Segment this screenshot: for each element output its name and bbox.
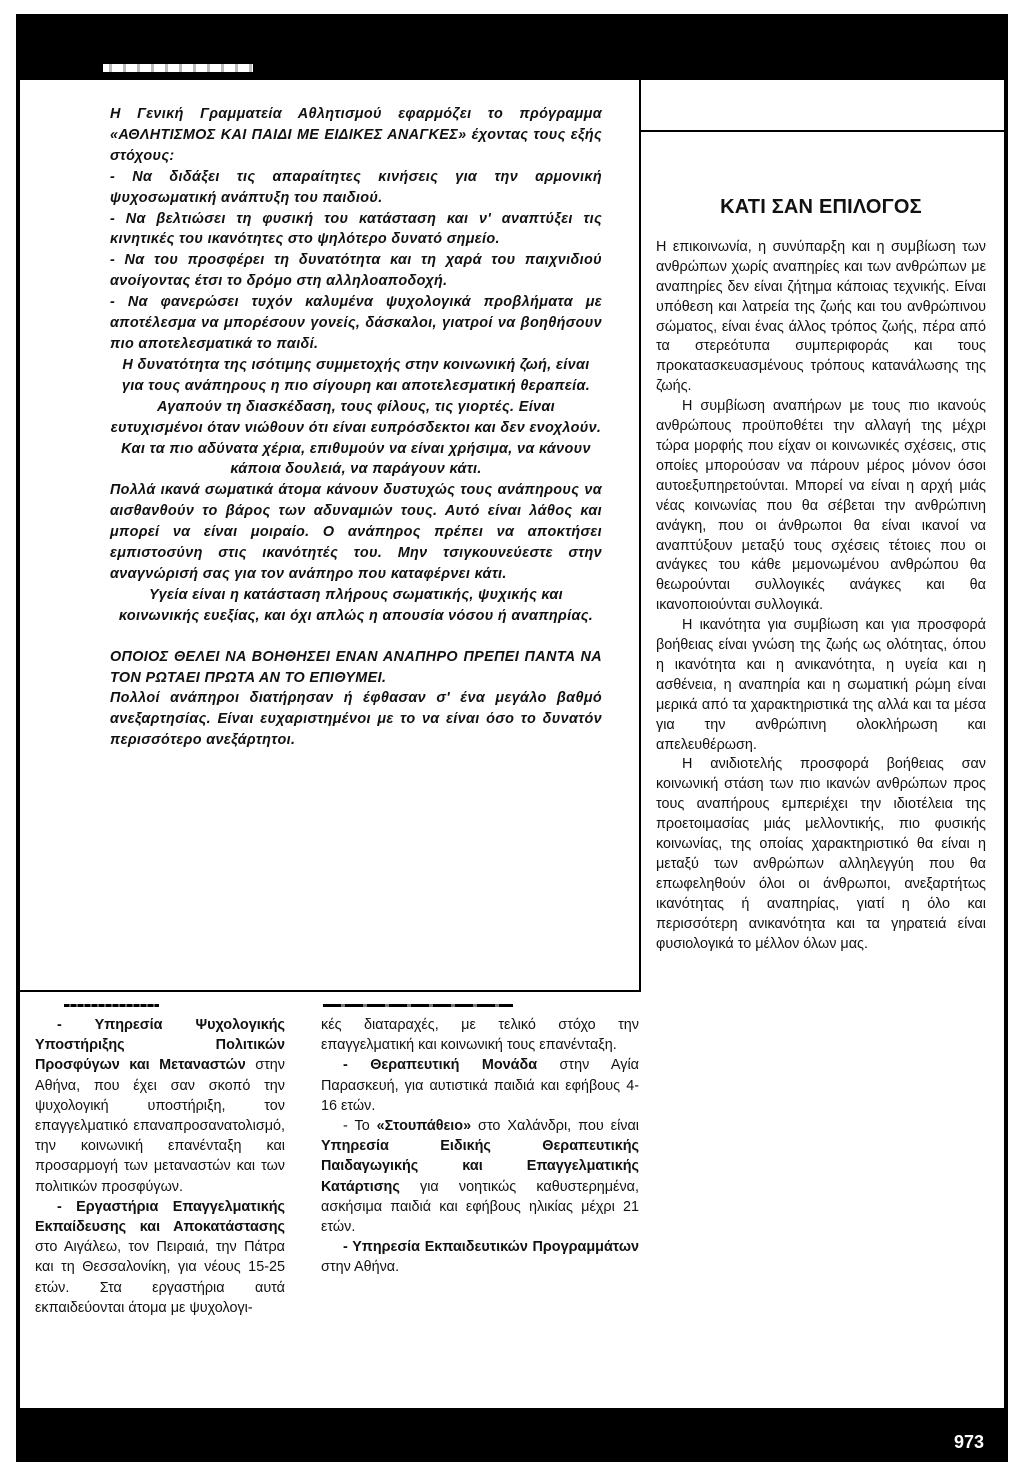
main-paragraph: Η Γενική Γραμματεία Αθλητισμού εφαρμόζει το πρόγραμμα «ΑΘΛΗΤΙΣΜΟΣ ΚΑΙ ΠΑΙΔΙ ΜΕ ΕΙΔΙΚΕΣ ΑΝΑΓΚΕΣ» έχοντας τους εξής στόχους: bbox=[110, 106, 602, 164]
main-box bbox=[20, 80, 641, 992]
section-heading: ΚΑΤΙ ΣΑΝ ΕΠΙΛΟΓΟΣ bbox=[720, 196, 922, 218]
column-separator bbox=[64, 1004, 159, 1007]
right-paragraph: Η επικοινωνία, η συνύπαρξη και η συμβίωση των ανθρώπων χωρίς αναπηρίες και των ανθρώπων με αναπηρίες δεν είναι ζήτημα κάποιας τεχνικής. Είναι υπόθεση και λατρεία της ζωής και του ανθρώπινου σώματος, είναι ένας άλλος τρόπος ζωής, πέρα από τα στερεότυπα συμπεριφοράς και τους προκατασκευασμένους τρόπους κατανάλωσης της ζωής. bbox=[656, 238, 986, 395]
service-entry: κές διαταραχές, με τελικό στόχο την επαγγελματική και κοινωνική τους επανένταξη. bbox=[321, 1017, 639, 1054]
service-entry: - Υπηρεσία Ψυχολογικής Υποστήριξης Πολιτικών Προσφύγων και Μεταναστών στην Αθήνα, που έχει σαν σκοπό την ψυχολογική υποστήριξη, τον επαγγελματικό επαναπροσανατολισμό, την κοινωνική επανένταξη και προσαρμογή των μεταναστών και των πολιτικών προσφύγων. bbox=[35, 1017, 286, 1195]
main-paragraph: Υγεία είναι η κατάσταση πλήρους σωματικής, ψυχικής και κοινωνικής ευεξίας, και όχι απλώς η απουσία νόσου ή αναπηρίας. bbox=[118, 586, 594, 624]
left-column bbox=[35, 1015, 285, 1318]
column-separator bbox=[323, 1004, 513, 1007]
header-strip bbox=[103, 64, 253, 72]
right-column bbox=[656, 198, 986, 955]
right-paragraph: Η συμβίωση αναπήρων με τους πιο ικανούς ανθρώπους προϋποθέτει την αλλαγή της μέχρι τώρα μορφής που είχαν οι κοινωνικές σχέσεις, στις οποίες μπορούσαν να πάρουν μέρος μόνον όσοι αυτοεξυπηρετούνται. Μπορεί να είναι η αρχή μιάς νέας κοινωνίας που θα σέβεται την ανθρώπινη ανάγκη, που οι άνθρωποι θα είναι ικανοί να αναπτύξουν μεταξύ τους σχέσεις τέτοιες που οι ανάγκες του κάθε μεμονωμένου ανθρώπου θα θεωρούνται συλλογικές ανάγκες και θα ικανοποιούνται συλλογικά. bbox=[656, 398, 986, 614]
service-entry: - Το «Στουπάθειο» στο Χαλάνδρι, που είναι Υπηρεσία Ειδικής Θεραπευτικής Παιδαγωγικής και Επαγγελματικής Κατάρτισης για νοητικώς καθυστερημένα, ασκήσιμα παιδιά και εφήβους ηλικίας μέχρι 21 ετών. bbox=[321, 1118, 639, 1236]
main-paragraph: - Να φανερώσει τυχόν καλυμένα ψυχολογικά προβλήματα με αποτέλεσμα να μπορέσουν γονείς, δάσκαλοι, γιατροί να βοηθήσουν πιο αποτελεσματικά το παιδί. bbox=[110, 294, 602, 352]
middle-column bbox=[321, 1015, 639, 1278]
main-text bbox=[110, 104, 602, 751]
main-paragraph: Και τα πιο αδύνατα χέρια, επιθυμούν να είναι χρήσιμα, να κάνουν κάποια δουλειά, να παράγουν κάτι. bbox=[121, 440, 591, 478]
main-paragraph: - Να βελτιώσει τη φυσική του κατάσταση και ν' αναπτύξει τις κινητικές του ικανότητες στο ψηλότερο δυνατό σημείο. bbox=[110, 210, 602, 248]
page-number: 973 bbox=[953, 1432, 984, 1452]
main-paragraph: - Να του προσφέρει τη δυνατότητα και τη χαρά του παιχνιδιού ανοίγοντας έτσι το δρόμο στη αλληλοαποδοχή. bbox=[110, 252, 602, 290]
main-paragraph: Πολλά ικανά σωματικά άτομα κάνουν δυστυχώς τους ανάπηρους να αισθανθούν το βάρος των αδυναμιών τους. Αυτό είναι λάθος και μπορεί να είναι μοιραίο. Ο ανάπηρος πρέπει να αποκτήσει εμπιστοσύνη στις ικανότητές του. Μην τσιγκουνεύεστε στην αναγνώρισή σας για τον ανάπηρο που καταφέρνει κάτι. bbox=[110, 482, 602, 582]
main-paragraph: - Να διδάξει τις απαραίτητες κινήσεις για την αρμονική ψυχοσωματική ανάπτυξη του παιδιού. bbox=[110, 168, 602, 206]
page-content bbox=[20, 80, 1004, 1408]
right-paragraph: Η ανιδιοτελής προσφορά βοήθειας σαν κοινωνική στάση των πιο ικανών ανθρώπων προς τους αναπήρους εμπεριέχει την ιδιοτέλεια της προετοιμασίας μιάς μελλοντικής, πιο φυσικής κοινωνίας, της οποίας χαρακτηριστικό θα είναι η μεταξύ των ανθρώπων αλληλεγγύη που θα επωφεληθούν όλοι οι άνθρωποι, ανεξαρτήτως ικανότητας ή αναπηρίας, γιατί η όλο και περισσότερη ανικανότητα και τα γηρατειά είναι φυσιολογικά το μέλλον όλων μας. bbox=[656, 756, 986, 952]
main-paragraph: Η δυνατότητα της ισότιμης συμμετοχής στην κοινωνική ζωή, είναι για τους ανάπηρους η πιο σίγουρη και αποτελεσματική θεραπεία. Αγαπούν τη διασκέδαση, τους φίλους, τις γιορτές. Είναι ευτυχισμένοι όταν νιώθουν ότι είναι ευπρόσδεκτοι και δεν ενοχλούν. bbox=[110, 356, 602, 436]
main-paragraph: ΟΠΟΙΟΣ ΘΕΛΕΙ ΝΑ ΒΟΗΘΗΣΕΙ ΕΝΑΝ ΑΝΑΠΗΡΟ ΠΡΕΠΕΙ ΠΑΝΤΑ ΝΑ ΤΟΝ ΡΩΤΑΕΙ ΠΡΩΤΑ ΑΝ ΤΟ ΕΠΙΘΥΜΕΙ. bbox=[110, 648, 602, 686]
main-paragraph: Πολλοί ανάπηροι διατήρησαν ή έφθασαν σ' ένα μεγάλο βαθμό ανεξαρτησίας. Είναι ευχαριστημένοι με το να είναι όσο το δυνατόν περισσότερο ανεξάρτητοι. bbox=[110, 690, 602, 749]
service-entry: - Θεραπευτική Μονάδα στην Αγία Παρασκευή, για αυτιστικά παιδιά και εφήβους 4-16 ετών. bbox=[321, 1057, 639, 1114]
right-divider bbox=[641, 130, 1004, 132]
service-entry: - Υπηρεσία Εκπαιδευτικών Προγραμμάτων στην Αθήνα. bbox=[321, 1239, 639, 1276]
right-paragraph: Η ικανότητα για συμβίωση και για προσφορά βοήθειας είναι γνώση της ζωής ως ολότητας, όπου η ικανότητα και η ανικανότητα, η υγεία και η ασθένεια, η αναπηρία και η σωματική ρώμη είναι μερικά από τα χαρακτηριστικά της αλλά και τα μέσα για την ανθρώπινη ολοκλήρωση και απελευθέρωση. bbox=[656, 617, 986, 753]
footer-bar bbox=[16, 1408, 1008, 1462]
service-entry: - Εργαστήρια Επαγγελματικής Εκπαίδευσης και Αποκατάστασης στο Αιγάλεω, τον Πειραιά, την Πάτρα και τη Θεσσαλονίκη, για νέους 15-25 ετών. Στα εργαστήρια αυτά εκπαιδεύονται άτομα με ψυχολογι- bbox=[35, 1198, 285, 1316]
